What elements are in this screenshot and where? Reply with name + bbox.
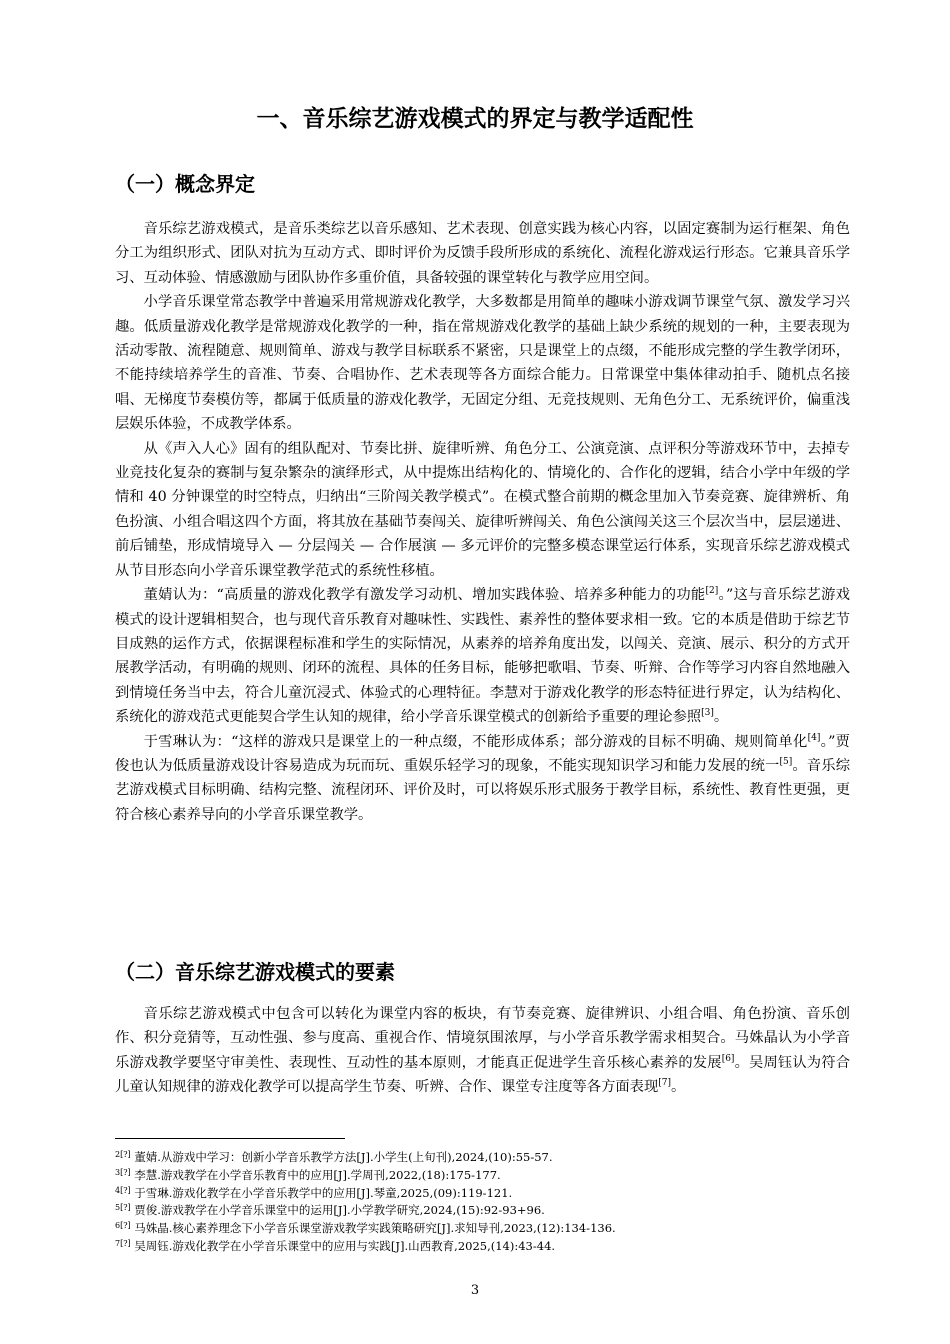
footnote-item: $^{5[?]}$ 贾俊.游戏教学在小学音乐课堂中的运用[J].小学教学研究,2024,(15):92-93+96. [115, 1203, 545, 1218]
footnote-item: $^{4[?]}$ 于雪琳.游戏化教学在小学音乐教学中的应用[J].琴童,2025,(09):119-121. [115, 1185, 513, 1200]
section-body-concept [115, 217, 850, 827]
footnote-item: $^{2[?]}$ 董婧.从游戏中学习：创新小学音乐教学方法[J].小学生(上旬刊),2024,(10):55-57. [115, 1150, 553, 1164]
section-heading-elements: （二）音乐综艺游戏模式的要素 [115, 960, 395, 984]
citation-ref: [6] [721, 1053, 735, 1064]
paragraph: 于雪琳认为：“这样的游戏只是课堂上的一种点缀，不能形成体系；部分游戏的目标不明确、规则简单化[4]。”贾俊也认为低质量游戏设计容易造成为玩而玩、重娱乐轻学习的现象，不能实现知识学习和能力发展的统一[5]。音乐综艺游戏模式目标明确、结构完整、流程闭环、评价及时，可以将娱乐形式服务于教学目标，系统性、教育性更强，更符合核心素养导向的小学音乐课堂教学。 [115, 732, 850, 823]
footnote-item: $^{6[?]}$ 马姝晶.核心素养理念下小学音乐课堂游戏教学实践策略研究[J].求知导刊,2023,(12):134-136. [115, 1221, 616, 1236]
citation-ref: [5] [779, 756, 793, 767]
footnotes [115, 1149, 875, 1256]
paragraph: 董婧认为：“高质量的游戏化教学有激发学习动机、增加实践体验、培养多种能力的功能[2]。”这与音乐综艺游戏模式的设计逻辑相契合，也与现代音乐教育对趣味性、实践性、素养性的整体要求相一致。它的本质是借助于综艺节目成熟的运作方式，依据课程标准和学生的实际情况，从素养的培养角度出发，以闯关、竞演、展示、积分的方式开展教学活动，有明确的规则、闭环的流程、具体的任务目标，能够把歌唱、节奏、听辩、合作等学习内容自然地融入到情境任务当中去，符合儿童沉浸式、体验式的心理特征。李慧对于游戏化教学的形态特征进行界定，认为结构化、系统化的游戏范式更能契合学生认知的规律，给小学音乐课堂模式的创新给予重要的理论参照[3]。 [115, 586, 850, 726]
paragraph: 从《声入人心》固有的组队配对、节奏比拼、旋律听辨、角色分工、公演竞演、点评积分等游戏环节中，去掉专业竞技化复杂的赛制与复杂繁杂的演绎形式，从中提炼出结构化的、情境化的、合作化的逻辑，结合小学中年级的学情和 40 分钟课堂的时空特点，归纳出“三阶闯关教学模式”。在模式整合前期的概念里加入节奏竞赛、旋律辨析、角色扮演、小组合唱这四个方面，将其放在基础节奏闯关、旋律听辨闯关、角色公演闯关这三个层次当中，层层递进、前后铺垫，形成情境导入 — 分层闯关 — 合作展演 — 多元评价的完整多模态课堂运行体系，实现音乐综艺游戏模式从节目形态向小学音乐课堂教学范式的系统性移植。 [115, 440, 850, 579]
paragraph: 音乐综艺游戏模式中包含可以转化为课堂内容的板块，有节奏竞赛、旋律辨识、小组合唱、角色扮演、音乐创作、积分竞猜等，互动性强、参与度高、重视合作、情境氛围浓厚，与小学音乐教学需求相契合。马姝晶认为小学音乐游戏教学要坚守审美性、表现性、互动性的基本原则，才能真正促进学生音乐核心素养的发展[6]。吴周钰认为符合儿童认知规律的游戏化教学可以提高学生节奏、听辨、合作、课堂专注度等各方面表现[7]。 [115, 1006, 850, 1096]
chapter-title: 一、音乐综艺游戏模式的界定与教学适配性 [256, 106, 694, 132]
citation-ref: [7] [658, 1078, 672, 1089]
citation-ref: [3] [701, 708, 714, 719]
footnote-separator [115, 1138, 345, 1139]
footnote-item: $^{7[?]}$ 吴周钰.游戏化教学在小学音乐课堂中的应用与实践[J].山西教育,2025,(14):43-44. [115, 1238, 556, 1253]
section-heading-concept: （一）概念界定 [115, 172, 255, 196]
section-body-elements [115, 1002, 850, 1100]
footnote-item: $^{3[?]}$ 李慧.游戏教学在小学音乐教育中的应用[J].学周刊,2022,(18):175-177. [115, 1167, 501, 1182]
citation-ref: [2] [705, 586, 719, 597]
paragraph: 音乐综艺游戏模式，是音乐类综艺以音乐感知、艺术表现、创意实践为核心内容，以固定赛制为运行框架、角色分工为组织形式、团队对抗为互动方式、即时评价为反馈手段所形成的系统化、流程化游戏运行形态。它兼具音乐学习、互动体验、情感激励与团队协作多重价值，具备较强的课堂转化与教学应用空间。 [115, 221, 850, 286]
page-number: 3 [470, 1283, 480, 1298]
citation-ref: [4] [807, 732, 821, 743]
paragraph: 小学音乐课堂常态教学中普遍采用常规游戏化教学，大多数都是用简单的趣味小游戏调节课堂气氛、激发学习兴趣。低质量游戏化教学是常规游戏化教学的一种，指在常规游戏化教学的基础上缺少系统的规划的一种，主要表现为活动零散、流程随意、规则简单、游戏与教学目标联系不紧密，只是课堂上的点缀，不能形成完整的学生教学闭环，不能持续培养学生的音准、节奏、合唱协作、艺术表现等各方面综合能力。日常课堂中集体律动拍手、随机点名接唱、无梯度节奏模仿等，都属于低质量的游戏化教学，无固定分组、无竞技规则、无角色分工、无系统评价，偏重浅层娱乐体验，不成教学体系。 [115, 294, 850, 433]
